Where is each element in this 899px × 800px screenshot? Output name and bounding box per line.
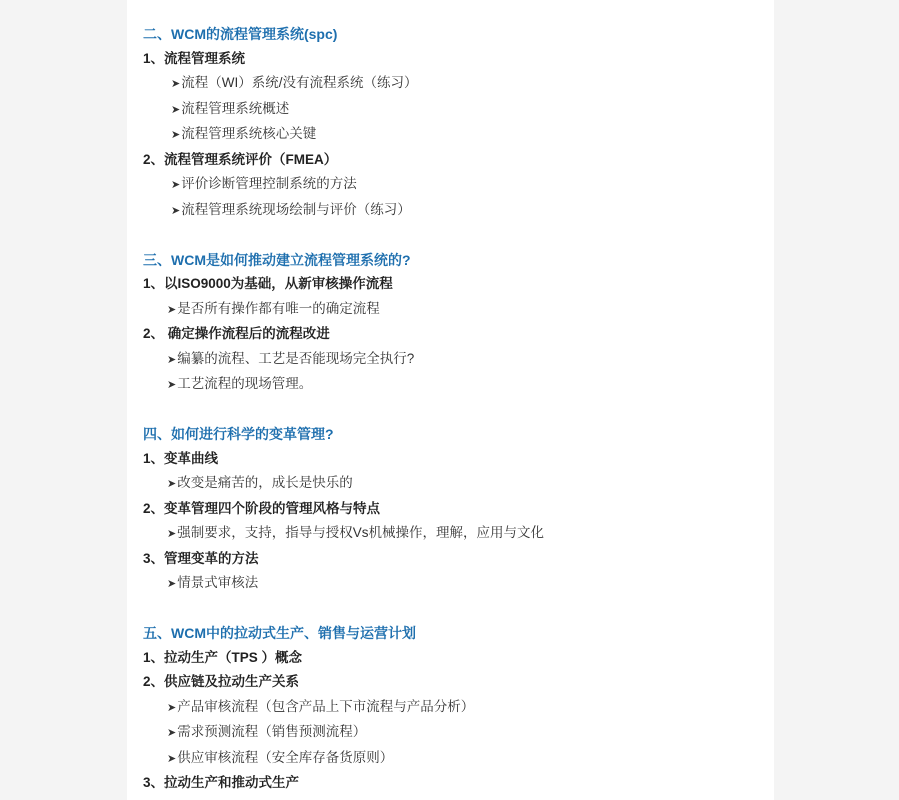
arrowhead-bullet-icon: ➤: [167, 578, 177, 590]
arrowhead-bullet-icon: ➤: [167, 478, 177, 490]
sub-item: ➤情景式审核法: [143, 571, 764, 597]
arrowhead-bullet-icon: ➤: [171, 204, 181, 217]
arrowhead-bullet-icon: ➤: [167, 727, 177, 739]
sub-item: ➤编纂的流程、工艺是否能现场完全执行?: [143, 347, 764, 373]
arrowhead-bullet-icon: ➤: [167, 379, 177, 391]
sub-item: ➤流程管理系统现场绘制与评价（练习）: [143, 198, 764, 224]
arrowhead-bullet-icon: ➤: [167, 303, 177, 316]
article-content: [143, 22, 764, 796]
article-card: [127, 0, 774, 800]
arrowhead-bullet-icon: ➤: [167, 353, 177, 366]
section-gap: [143, 597, 764, 622]
sub-item: ➤流程管理系统核心关键: [143, 122, 764, 148]
arrowhead-bullet-icon: ➤: [171, 129, 181, 141]
sub-item: ➤流程（WI）系统/没有流程系统（练习）: [143, 71, 764, 97]
item-heading: 1、以ISO9000为基础，从新审核操作流程: [143, 276, 393, 291]
sub-item: ➤工艺流程的现场管理。: [143, 372, 764, 398]
sub-item: ➤供应审核流程（安全库存备货原则）: [143, 746, 764, 772]
arrowhead-bullet-icon: ➤: [171, 179, 181, 191]
sub-item: ➤改变是痛苦的，成长是快乐的: [143, 471, 764, 497]
item-heading: 1、变革曲线: [143, 450, 219, 466]
section-gap: [143, 398, 764, 423]
arrowhead-bullet-icon: ➤: [171, 103, 181, 116]
item-heading: 2、流程管理系统评价（FMEA）: [143, 151, 338, 167]
sub-item: ➤需求预测流程（销售预测流程）: [143, 720, 764, 746]
section-gap: [143, 223, 764, 248]
item-heading: 1、拉动生产（TPS ）概念: [143, 649, 303, 665]
sub-item: ➤是否所有操作都有唯一的确定流程: [143, 297, 764, 323]
arrowhead-bullet-icon: ➤: [171, 78, 181, 90]
section-title-4: 四、如何进行科学的变革管理?: [143, 426, 334, 442]
item-heading: 2、 确定操作流程后的流程改进: [143, 326, 330, 341]
sub-item: ➤强制要求，支持，指导与授权Vs机械操作，理解，应用与文化: [143, 521, 764, 547]
item-heading: 1、流程管理系统: [143, 50, 246, 66]
arrowhead-bullet-icon: ➤: [167, 701, 177, 714]
item-heading: 2、供应链及拉动生产关系: [143, 674, 300, 689]
section-title-5: 五、WCM中的拉动式生产、销售与运营计划: [143, 625, 416, 641]
item-heading: 3、拉动生产和推动式生产: [143, 775, 300, 790]
item-heading: 2、变革管理四个阶段的管理风格与特点: [143, 500, 381, 516]
arrowhead-bullet-icon: ➤: [167, 752, 177, 765]
sub-item: ➤评价诊断管理控制系统的方法: [143, 172, 764, 198]
item-heading: 3、管理变革的方法: [143, 550, 259, 566]
sub-item: ➤产品审核流程（包含产品上下市流程与产品分析）: [143, 695, 764, 721]
arrowhead-bullet-icon: ➤: [167, 528, 177, 540]
section-title-3: 三、WCM是如何推动建立流程管理系统的?: [143, 251, 411, 268]
section-title-2: 二、WCM的流程管理系统(spc): [143, 26, 338, 42]
sub-item: ➤流程管理系统概述: [143, 97, 764, 123]
